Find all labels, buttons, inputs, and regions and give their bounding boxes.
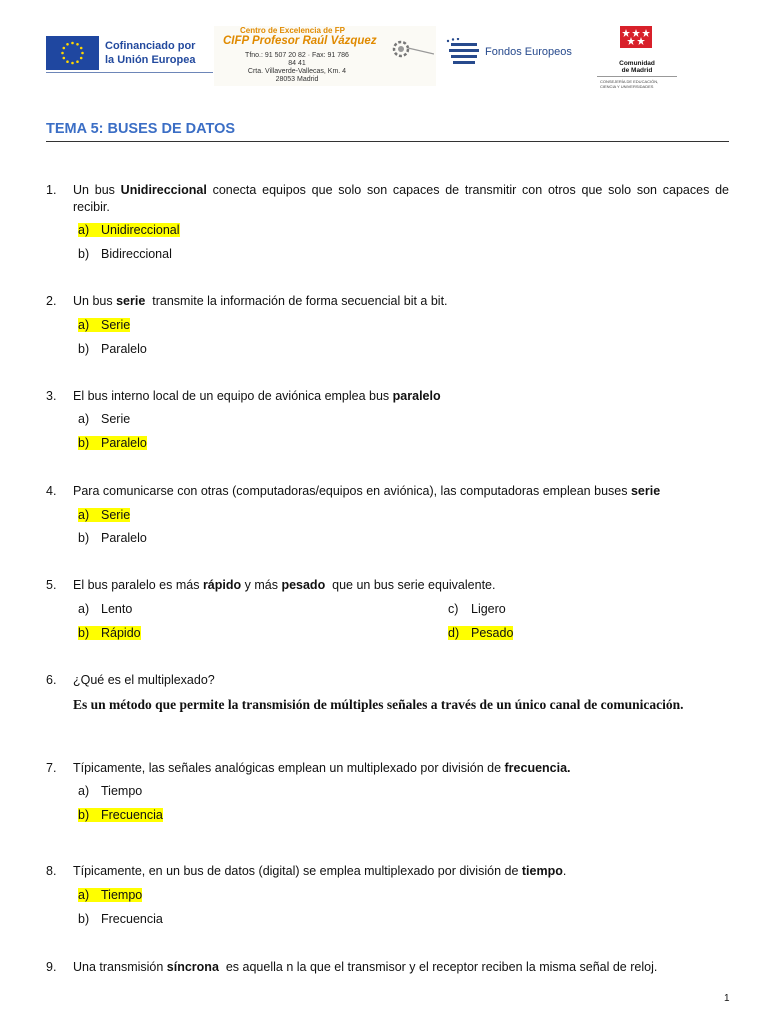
cifp-logo-line-3: Tfno.: 91 507 20 82 · Fax: 91 786 84 41: [245, 52, 349, 67]
option-text: Rápido: [101, 626, 141, 640]
question-text-post: es aquella n la que el transmisor y el receptor reciben la misma señal de reloj.: [218, 960, 658, 974]
option-text: Tiempo: [101, 888, 143, 902]
cifp-logo-line-5: 28053 Madrid: [275, 76, 319, 83]
question-number: 5.: [46, 578, 57, 592]
question-keyword-2: pesado: [281, 578, 326, 592]
question-keyword: paralelo: [392, 389, 441, 403]
option-text: Serie: [101, 412, 131, 426]
option-text: Bidireccional: [101, 247, 172, 261]
comunidad-madrid-logo: [597, 26, 677, 98]
eu-flag-icon: [46, 36, 99, 70]
option-letter: b): [78, 247, 90, 261]
option-3a[interactable]: [78, 411, 130, 428]
option-text: Frecuencia: [101, 912, 163, 926]
question-keyword: serie: [116, 294, 146, 308]
title-divider: [46, 141, 729, 142]
question-text: [73, 388, 729, 405]
option-text: Serie: [101, 508, 131, 522]
question-text: ¿Qué es el multiplexado?: [73, 673, 215, 687]
question-keyword: frecuencia.: [504, 761, 571, 775]
option-text: Pesado: [471, 626, 514, 640]
option-text: Paralelo: [101, 531, 147, 545]
option-letter: a): [78, 508, 90, 522]
page-title: TEMA 5: BUSES DE DATOS: [46, 121, 236, 137]
option-8b[interactable]: [78, 911, 163, 928]
question-number: 8.: [46, 864, 57, 878]
question-text-pre: Típicamente, en un bus de datos (digital) se emplea multiplexado por división de: [73, 864, 522, 878]
option-4a[interactable]: [78, 507, 130, 524]
option-1a[interactable]: [78, 222, 180, 239]
question-number: 4.: [46, 484, 57, 498]
eu-logo-text: [105, 39, 195, 67]
question-text-pre: El bus interno local de un equipo de aviónica emplea bus: [73, 389, 393, 403]
question-text-pre: Una transmisión: [73, 960, 167, 974]
option-letter: a): [78, 888, 90, 902]
madrid-stars-icon: [620, 26, 652, 48]
eu-logo-line-2: la Unión Europea: [105, 54, 196, 66]
question-number: 1.: [46, 183, 57, 197]
madrid-logo-subtitle: [600, 79, 658, 89]
header-logos: [0, 26, 768, 102]
question-keyword: rápido: [202, 578, 242, 592]
cifp-logo: [214, 26, 436, 86]
option-text: Tiempo: [101, 784, 143, 798]
question-text-pre: Un bus: [73, 183, 121, 197]
cifp-logo-line-4: Crta. Villaverde-Vallecas, Km. 4: [247, 68, 347, 75]
fondos-europeos-icon: [445, 38, 483, 71]
option-2b[interactable]: [78, 341, 147, 358]
fondos-europeos-logo: [443, 34, 593, 72]
option-letter: b): [78, 808, 90, 822]
option-5c[interactable]: [448, 601, 506, 618]
fondos-europeos-text: Fondos Europeos: [485, 46, 572, 58]
question-number: 6.: [46, 673, 57, 687]
option-7b[interactable]: [78, 807, 163, 824]
question-text: [73, 863, 729, 880]
madrid-logo-sub-2: CIENCIA Y UNIVERSIDADES: [600, 84, 654, 89]
option-letter: a): [78, 412, 90, 426]
question-text-pre: Típicamente, las señales analógicas emplean un multiplexado por división de: [73, 761, 505, 775]
eu-cofinanced-logo: [46, 36, 213, 73]
question-text-post: conecta equipos que solo son capaces de transmitir con otros que solo son capaces de recibir.: [73, 183, 729, 214]
question-keyword: tiempo: [521, 864, 563, 878]
option-5d[interactable]: [448, 625, 513, 642]
question-text-pre: Un bus: [73, 294, 117, 308]
question-number: 9.: [46, 960, 57, 974]
question-text-mid: y más: [241, 578, 282, 592]
madrid-logo-text: [597, 60, 677, 74]
option-4b[interactable]: [78, 530, 147, 547]
option-2a[interactable]: [78, 317, 130, 334]
option-letter: a): [78, 223, 90, 237]
question-text: [73, 483, 729, 500]
gear-icon: [390, 38, 434, 63]
option-text: Ligero: [471, 602, 506, 616]
answer-text: Es un método que permite la transmisión de múltiples señales a través de un único canal de comunicación.: [73, 697, 684, 712]
option-letter: a): [78, 318, 90, 332]
option-7a[interactable]: [78, 783, 142, 800]
cifp-logo-address: [242, 52, 352, 84]
option-letter: a): [78, 602, 90, 616]
option-8a[interactable]: [78, 887, 142, 904]
question-number: 7.: [46, 761, 57, 775]
option-text: Lento: [101, 602, 133, 616]
cifp-logo-line-2: CIFP Profesor Raúl Vázquez: [223, 35, 377, 47]
option-1b[interactable]: [78, 246, 172, 263]
madrid-logo-divider: [597, 76, 677, 77]
option-letter: d): [448, 626, 460, 640]
madrid-logo-line-2: de Madrid: [621, 67, 653, 74]
option-letter: b): [78, 912, 90, 926]
question-text-post: que un bus serie equivalente.: [325, 578, 496, 592]
option-5b[interactable]: [78, 625, 141, 642]
option-text: Serie: [101, 318, 131, 332]
madrid-logo-line-1: Comunidad: [619, 60, 655, 67]
option-letter: b): [78, 531, 90, 545]
eu-logo-line-1: Cofinanciado por: [105, 40, 196, 52]
option-letter: b): [78, 342, 90, 356]
question-keyword: Unidireccional: [120, 183, 207, 197]
page-number: 1: [724, 993, 730, 1004]
option-text: Unidireccional: [101, 223, 180, 237]
question-keyword: síncrona: [166, 960, 219, 974]
question-number: 2.: [46, 294, 57, 308]
option-text: Paralelo: [101, 342, 147, 356]
option-letter: c): [448, 602, 459, 616]
question-number: 3.: [46, 389, 57, 403]
question-text-post: transmite la información de forma secuencial bit a bit.: [145, 294, 448, 308]
question-text: [73, 182, 729, 216]
option-letter: b): [78, 436, 90, 450]
option-text: Frecuencia: [101, 808, 163, 822]
question-text: [73, 760, 729, 777]
cifp-logo-line-1: Centro de Excelencia de FP: [240, 26, 345, 35]
option-text: Paralelo: [101, 436, 147, 450]
question-text: [73, 293, 729, 310]
option-3b[interactable]: [78, 435, 147, 452]
question-keyword: serie: [630, 484, 661, 498]
option-5a[interactable]: [78, 601, 132, 618]
question-text: [73, 959, 729, 976]
option-letter: b): [78, 626, 90, 640]
question-text: [73, 577, 729, 594]
question-text-pre: El bus paralelo es más: [73, 578, 203, 592]
option-letter: a): [78, 784, 90, 798]
question-text-pre: Para comunicarse con otras (computadoras/equipos en aviónica), las computadoras emplean buses: [73, 484, 631, 498]
madrid-logo-sub-1: CONSEJERÍA DE EDUCACIÓN,: [600, 79, 659, 84]
question-text-post: .: [562, 864, 567, 878]
